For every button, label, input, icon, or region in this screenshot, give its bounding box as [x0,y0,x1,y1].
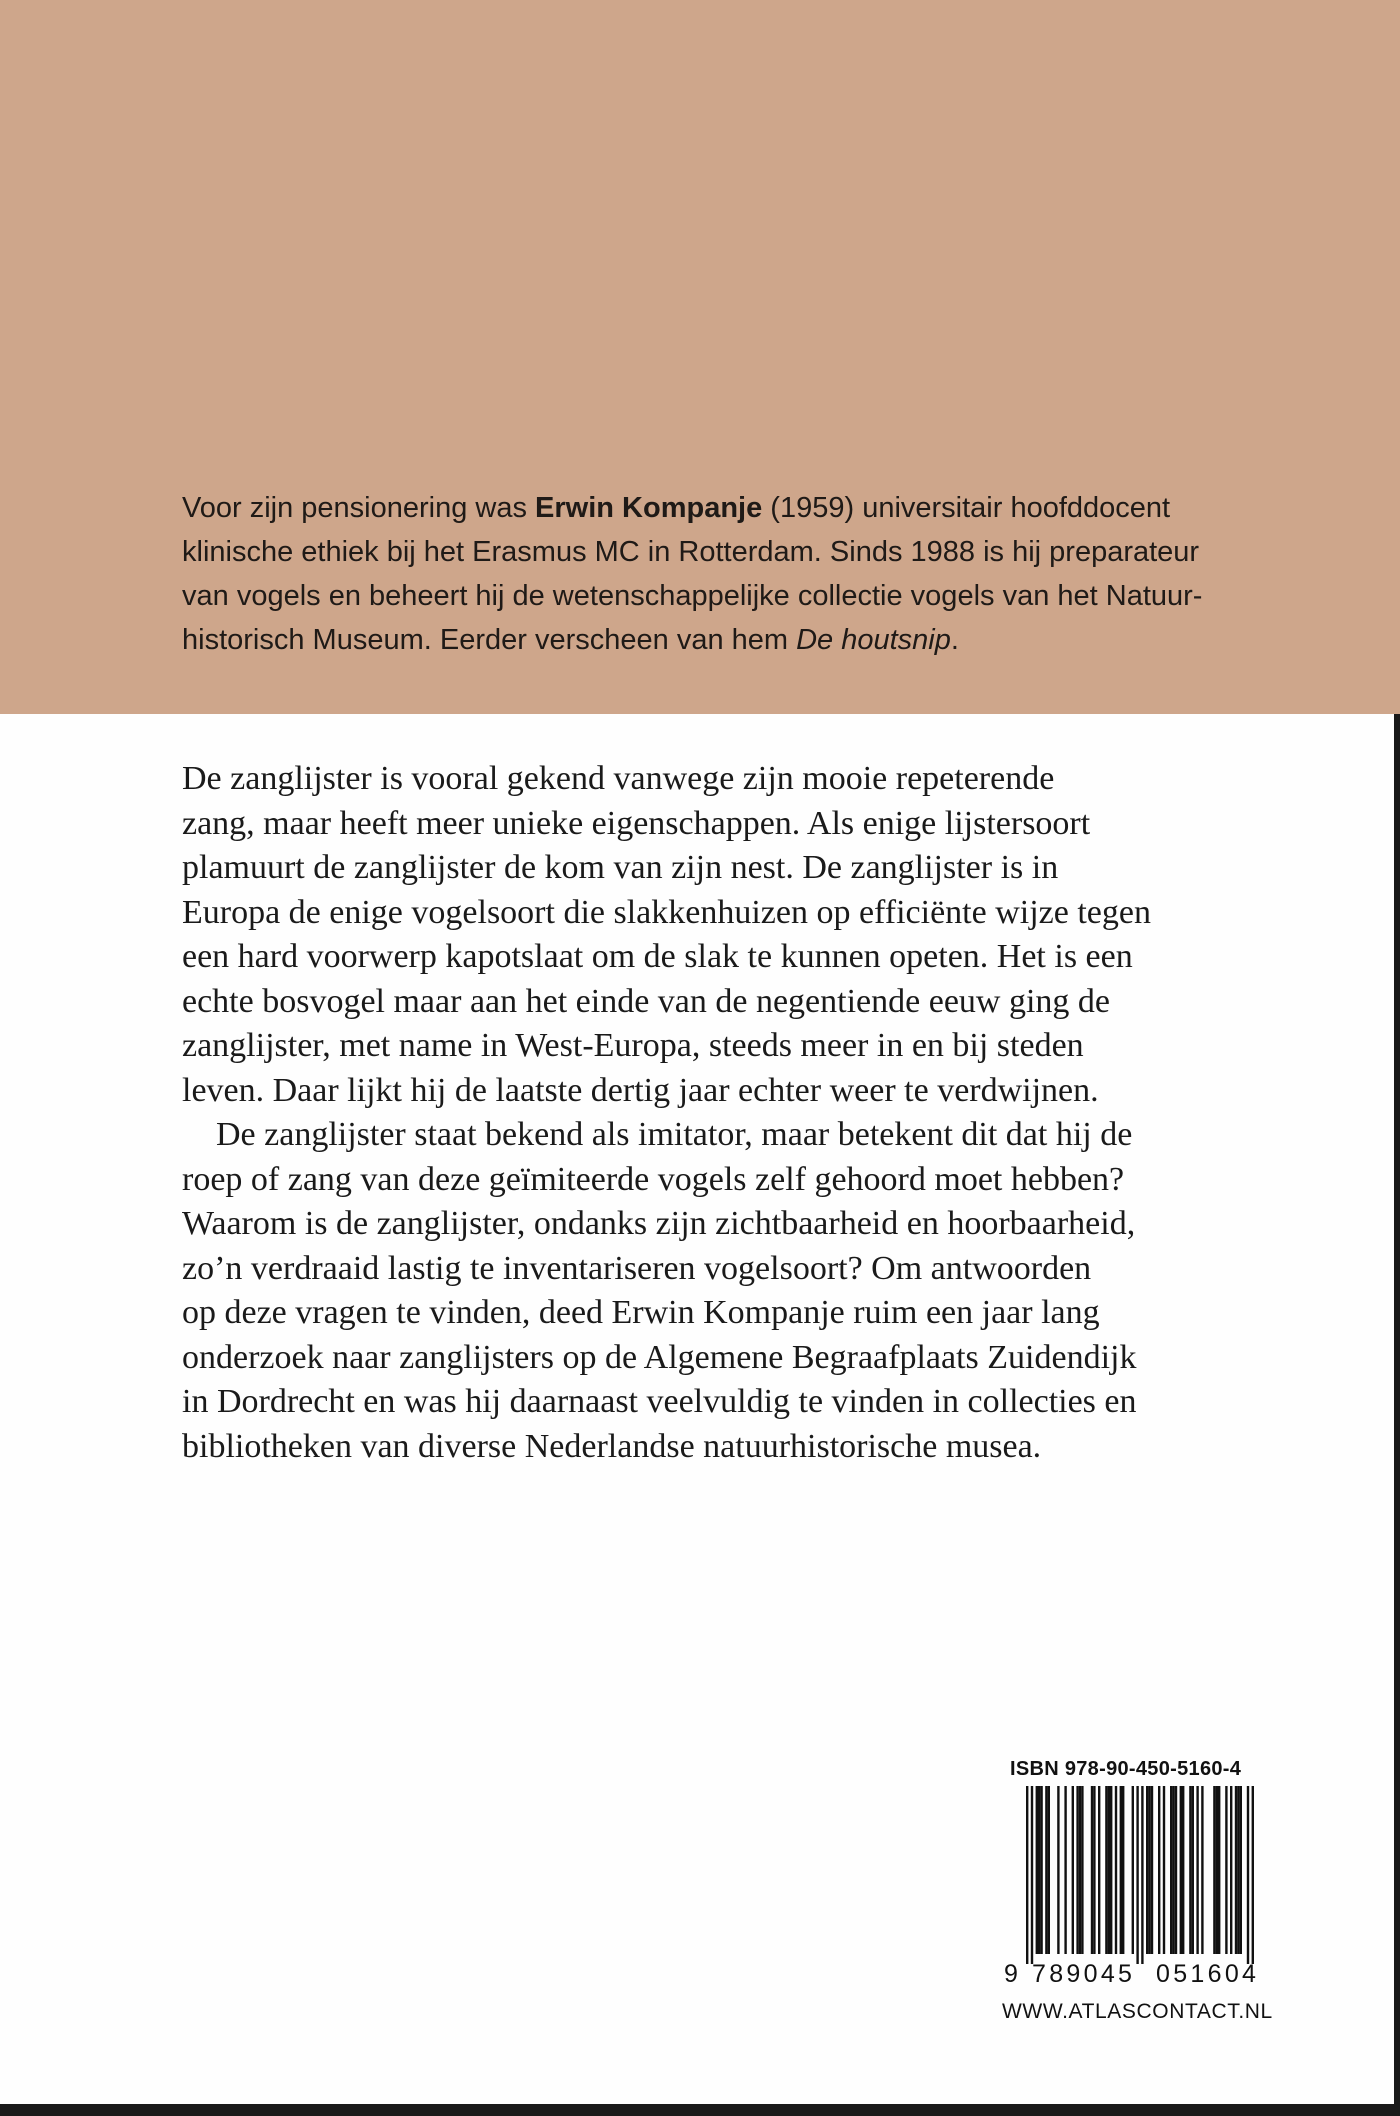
barcode-bar [1213,1786,1215,1954]
barcode-bar [1148,1786,1150,1954]
barcode-bar [1225,1786,1227,1954]
blurb-line: plamuurt de zanglijster de kom van zijn nest. De zanglijster is in [182,849,1059,886]
barcode [1004,1786,1274,1966]
barcode-digits-right: 051604 [1156,1960,1260,1988]
barcode-bar [1235,1786,1237,1954]
barcode-bar [1098,1786,1100,1954]
right-edge [1394,714,1400,2116]
blurb-line: zanglijster, met name in West-Europa, steeds meer in en bij steden [182,1027,1084,1064]
blurb-line: Europa de enige vogelsoort die slakkenhuizen op efficiënte wijze tegen [182,893,1151,931]
barcode-bar [1163,1786,1165,1954]
barcode-bar [1110,1786,1112,1954]
barcode-bar [1081,1786,1083,1954]
barcode-bar [1237,1786,1239,1954]
blurb-line: echte bosvogel maar aan het einde van de negentiende eeuw ging de [182,982,1110,1020]
blurb-line: op deze vragen te vinden, deed Erwin Kompanje ruim een jaar lang [182,1294,1100,1331]
barcode-bar [1240,1786,1242,1954]
barcode-bar [1122,1786,1124,1954]
barcode-digits-left: 789045 [1032,1960,1136,1988]
barcode-bar [1026,1786,1028,1964]
barcode-bar [1216,1786,1218,1954]
bio-line-4: historisch Museum. Eerder verscheen van hem De houtsnip. [182,624,959,656]
blurb-line: De zanglijster staat bekend als imitator, maar betekent dit dat hij de [216,1116,1133,1153]
isbn-number: ISBN 978-90-450-5160-4 [1010,1758,1242,1780]
barcode-bar [1201,1786,1203,1954]
publisher-website: WWW.ATLASCONTACT.NL [1002,2000,1273,2023]
bottom-edge [0,2104,1400,2116]
bio-line-1: Voor zijn pensionering was Erwin Kompanje (1959) universitair hoofddocent [182,492,1171,524]
barcode-bar [1091,1786,1093,1954]
bio-line-3: van vogels en beheert hij de wetenschappelijke collectie vogels van het Natuur- [182,580,1203,612]
barcode-bar [1120,1786,1122,1954]
barcode-bar [1136,1786,1138,1964]
barcode-bar [1230,1786,1232,1954]
barcode-bar [1132,1786,1134,1954]
barcode-bar [1175,1786,1177,1954]
blurb-line: roep of zang van deze geïmiteerde vogels zelf gehoord moet hebben? [182,1160,1125,1198]
bio-line-2: klinische ethiek bij het Erasmus MC in Rotterdam. Sinds 1988 is hij preparateur [182,536,1200,568]
barcode-bar [1170,1786,1172,1954]
author-name: Erwin Kompanje [535,492,763,524]
barcode-bar [1040,1786,1042,1954]
blurb-line: een hard voorwerp kapotslaat om de slak te kunnen opeten. Het is een [182,938,1133,975]
barcode-bar [1146,1786,1148,1954]
blurb-line: De zanglijster is vooral gekend vanwege zijn mooie repeterende [182,760,1055,797]
blurb-line: zang, maar heeft meer unieke eigenschappen. Als enige lijstersoort [182,804,1091,842]
barcode-bar [1031,1786,1033,1964]
barcode-bar [1247,1786,1249,1964]
previous-book-title: De houtsnip [796,624,951,656]
barcode-bar [1172,1786,1174,1954]
barcode-bar [1180,1786,1182,1954]
author-bio [182,486,1242,662]
blurb-line: onderzoek naar zanglijsters op de Algemene Begraafplaats Zuidendijk [182,1338,1137,1376]
barcode-bar [1105,1786,1107,1954]
barcode-bar [1182,1786,1184,1954]
blurb-line: Waarom is de zanglijster, ondanks zijn zichtbaarheid en hoorbaarheid, [182,1205,1136,1242]
blurb-line: zo’n verdraaid lastig te inventariseren vogelsoort? Om antwoorden [182,1249,1092,1287]
book-blurb [182,757,1242,1469]
barcode-bar [1045,1786,1047,1954]
barcode-bar [1151,1786,1153,1954]
barcode-digits [1004,1960,1274,1994]
barcode-bar [1038,1786,1040,1954]
barcode-bar [1036,1786,1038,1954]
barcode-bar [1108,1786,1110,1954]
barcode-bar [1141,1786,1143,1964]
barcode-bar [1093,1786,1095,1954]
barcode-digit-first: 9 [1004,1960,1022,1988]
barcode-bar [1079,1786,1081,1954]
blurb-line: in Dordrecht en was hij daarnaast veelvuldig te vinden in collecties en [182,1383,1137,1420]
barcode-bar [1064,1786,1066,1954]
blurb-line: leven. Daar lijkt hij de laatste dertig jaar echter weer te verdwijnen. [182,1071,1099,1109]
barcode-bar [1115,1786,1117,1954]
barcode-bar [1196,1786,1198,1954]
barcode-bar [1218,1786,1220,1954]
barcode-bar [1057,1786,1059,1954]
barcode-bar [1158,1786,1160,1954]
barcode-bar [1076,1786,1078,1954]
barcode-bar [1072,1786,1074,1954]
barcode-bar [1048,1786,1050,1954]
barcode-bar [1252,1786,1254,1964]
blurb-line: bibliotheken van diverse Nederlandse natuurhistorische musea. [182,1427,1042,1465]
barcode-bar [1192,1786,1194,1954]
barcode-bar [1189,1786,1191,1954]
